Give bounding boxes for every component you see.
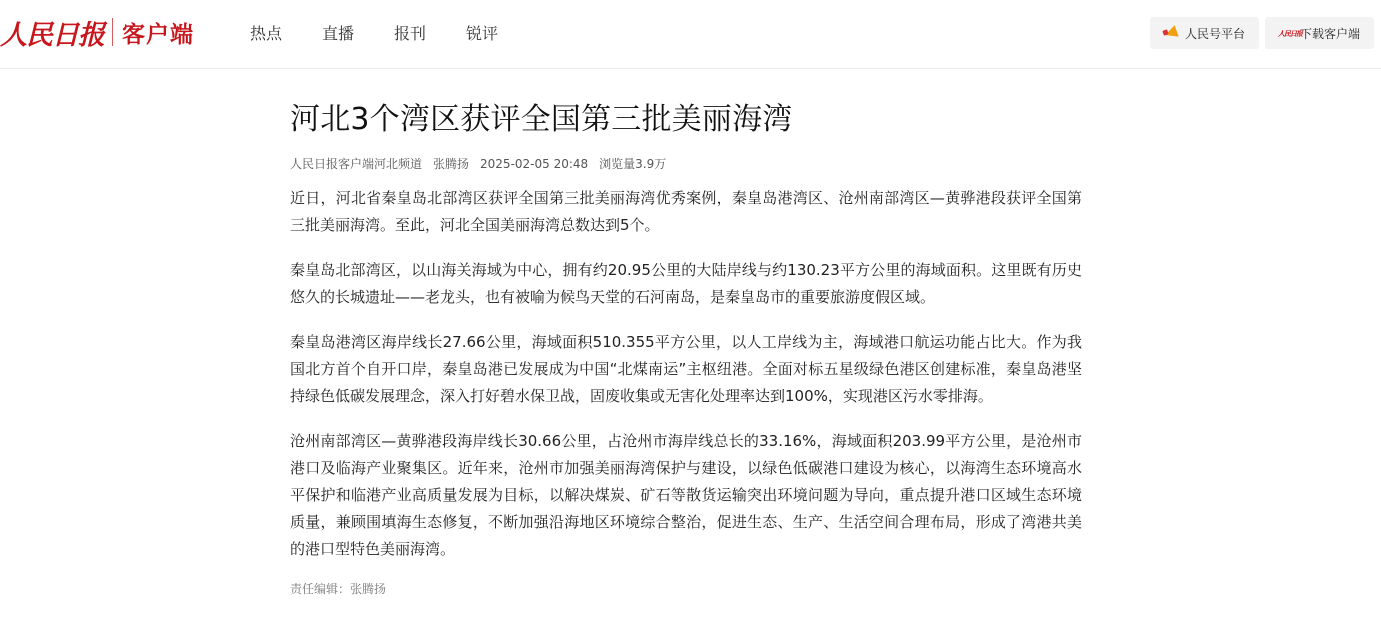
download-app-button[interactable]: [1265, 17, 1374, 49]
article: [290, 96, 1082, 597]
article-source: 人民日报客户端河北频道: [290, 157, 423, 171]
header-actions: [1144, 17, 1374, 49]
article-body: [290, 185, 1082, 563]
article-author: 张腾扬: [433, 157, 470, 171]
download-app-label: 下载客户端: [1299, 26, 1360, 41]
article-paragraph-3: 秦皇岛港湾区海岸线长27.66公里，海域面积510.355平方公里，以人工岸线为主，海域港口航运功能占比大。作为我国北方首个自开口岸，秦皇岛港已发展成为中国“北煤南运”主枢纽港。全面对标五星级绿色港区创建标准，秦皇岛港坚持绿色低碳发展理念，深入打好碧水保卫战，固废收集或无害化处理率达到100%，实现港区污水零排海。: [290, 333, 1082, 405]
main-nav: [250, 22, 538, 46]
app-logo-icon: 人民日报: [1277, 29, 1302, 38]
article-views: 浏览量3.9万: [599, 157, 667, 171]
article-paragraph-2: 秦皇岛北部湾区，以山海关海域为中心，拥有约20.95公里的大陆岸线与约130.23平方公里的海域面积。这里既有历史悠久的长城遗址——老龙头，也有被喻为候鸟天堂的石河南岛，是秦皇岛市的重要旅游度假区域。: [290, 261, 1082, 306]
article-title: 河北3个湾区获评全国第三批美丽海湾: [290, 102, 793, 137]
logo-sub-text: 客户端: [122, 21, 194, 48]
people-platform-button[interactable]: [1150, 17, 1259, 49]
logo-divider: [112, 18, 113, 46]
article-meta: [290, 156, 1082, 172]
nav-item-hot[interactable]: 热点: [250, 24, 283, 43]
top-navigation-bar: [0, 0, 1381, 69]
nav-item-newspaper[interactable]: 报刊: [394, 24, 427, 43]
people-platform-label: 人民号平台: [1184, 26, 1245, 41]
logo-main-text: 人民日报: [0, 19, 104, 51]
article-datetime: 2025-02-05 20:48: [480, 157, 589, 171]
site-logo[interactable]: [0, 10, 194, 54]
nav-item-live[interactable]: 直播: [322, 24, 355, 43]
article-paragraph-1: 近日，河北省秦皇岛北部湾区获评全国第三批美丽海湾优秀案例，秦皇岛港湾区、沧州南部湾区—黄骅港段获评全国第三批美丽海湾。至此，河北全国美丽海湾总数达到5个。: [290, 189, 1082, 234]
article-paragraph-4: 沧州南部湾区—黄骅港段海岸线长30.66公里，占沧州市海岸线总长的33.16%，海域面积203.99平方公里，是沧州市港口及临海产业聚集区。近年来，沧州市加强美丽海湾保护与建设，以绿色低碳港口建设为核心，以海湾生态环境高水平保护和临港产业高质量发展为目标，以解决煤炭、矿石等散货运输突出环境问题为导向，重点提升港口区域生态环境质量，兼顾围填海生态修复，不断加强沿海地区环境综合整治，促进生态、生产、生活空间合理布局，形成了湾港共美的港口型特色美丽海湾。: [290, 432, 1082, 558]
megaphone-icon: [1163, 26, 1179, 40]
responsible-editor: 责任编辑：张腾扬: [290, 582, 387, 596]
nav-item-commentary[interactable]: 锐评: [466, 24, 499, 43]
